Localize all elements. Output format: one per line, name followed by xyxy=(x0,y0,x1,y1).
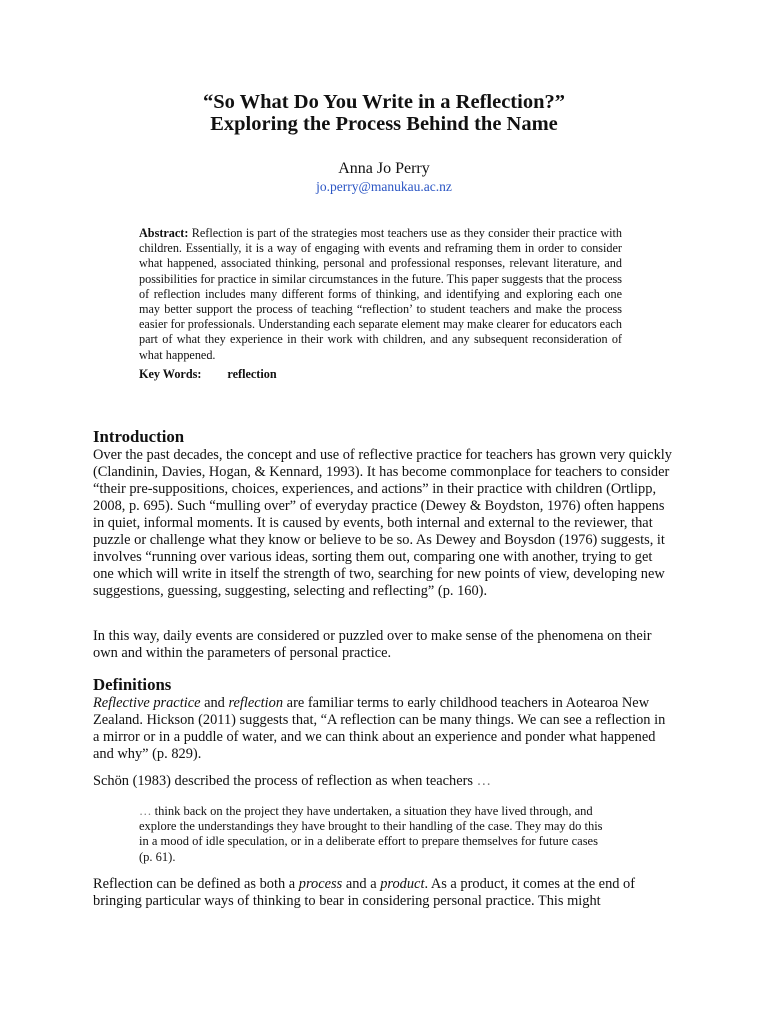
section-heading-introduction: Introduction xyxy=(93,427,185,446)
definitions-para1-rest: are familiar terms to early childhood teachers in Aotearoa New Zealand. Hickson (2011) suggests that, “A reflection can be many things. We can see a reflection in a mirror or in a puddle of water, and we can think about an experience and ponder what happened and why” (p. 829). xyxy=(93,695,666,762)
section-heading-definitions: Definitions xyxy=(93,675,172,694)
author-name: Anna Jo Perry xyxy=(338,160,430,177)
block-quote xyxy=(139,804,609,865)
paper-title-line-1: “So What Do You Write in a Reflection?” xyxy=(203,91,565,113)
term-reflection: reflection xyxy=(228,695,284,711)
term-process: process xyxy=(298,876,343,892)
keywords xyxy=(139,367,277,382)
keywords-value: reflection xyxy=(227,367,277,381)
author-email-link[interactable]: jo.perry@manukau.ac.nz xyxy=(316,179,452,194)
definitions-para3-a: Reflection can be defined as both a xyxy=(93,876,299,892)
block-quote-ellipsis: … xyxy=(139,804,152,818)
paper-title-line-2: Exploring the Process Behind the Name xyxy=(210,113,558,135)
abstract-label: Abstract: xyxy=(139,226,189,240)
introduction-paragraph-2: In this way, daily events are considered or puzzled over to make sense of the phenomena on their own and within the parameters of personal practice. xyxy=(93,628,652,661)
definitions-paragraph-1 xyxy=(93,695,675,763)
term-reflective-practice: Reflective practice xyxy=(93,695,201,711)
definitions-para2-text: Schön (1983) described the process of reflection as when teachers xyxy=(93,773,477,789)
block-quote-text: think back on the project they have undertaken, a situation they have lived through, and explore the understandings they have brought to their handling of the case. They may do this in a mood of idle speculation, or in a deliberate effort to prepare themselves for future cases (p. 61). xyxy=(139,804,603,864)
definitions-para1-and: and xyxy=(200,695,229,711)
definitions-paragraph-2 xyxy=(93,773,675,790)
definitions-paragraph-3 xyxy=(93,876,675,910)
definitions-para2-ellipsis: … xyxy=(476,773,491,789)
keywords-label: Key Words: xyxy=(139,367,202,381)
definitions-para3-c: . As a product, it comes at the end of bringing particular ways of thinking to bear in considering personal practice. This might xyxy=(93,876,636,909)
abstract-text: Reflection is part of the strategies most teachers use as they consider their practice with children. Essentially, it is a way of engaging with events and reframing them in order to consider what happened, associated thinking, personal and professional responses, relevant literature, and possibilities for practice in similar circumstances in the future. This paper suggests that the process of reflection includes many different forms of thinking, and identifying and exploring each one may better support the process of teaching “reflection’ to student teachers and make the process easier for professionals. Understanding each separate element may make clearer for educators each part of what they experience in their work with children, and any subsequent reconsideration of what happened. xyxy=(139,226,622,362)
term-product: product xyxy=(380,876,425,892)
introduction-paragraph-1: Over the past decades, the concept and use of reflective practice for teachers has grown very quickly (Clandinin, Davies, Hogan, & Kennard, 1993). It has become commonplace for teachers to consider “their pre-suppositions, choices, experiences, and actions” in their practice with children (Ortlipp, 2008, p. 695). Such “mulling over” of everyday practice (Dewey & Boydston, 1976) often happens in quiet, informal moments. It is caused by events, both internal and external to the reviewer, that puzzle or challenge what they know or believe to be so. As Dewey and Boysdon (1976) suggests, it involves “running over various ideas, sorting them out, comparing one with another, trying to get one which will write in itself the strength of two, searching for new points of view, developing new suggestions, guessing, suggesting, selecting and reflecting” (p. 160). xyxy=(93,447,672,599)
abstract xyxy=(139,226,622,363)
definitions-para3-b: and a xyxy=(342,876,381,892)
